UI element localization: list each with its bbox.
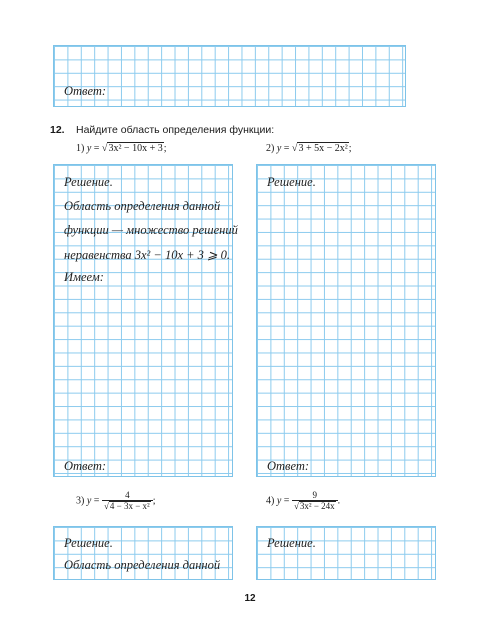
item-1-label: 1) bbox=[76, 143, 85, 154]
item-1-radicand: 3x² − 10x + 3 bbox=[108, 143, 163, 154]
item-4-formula: 4) y = $\frac{9}{\text{√3x² − 24x}}$ . bbox=[266, 490, 341, 512]
item-2-line-1: Решение. bbox=[267, 175, 316, 189]
item-1-line-3: функции — множество решений bbox=[64, 223, 238, 237]
item-4-lhs: y bbox=[276, 495, 282, 507]
item-2-answer-label: Ответ: bbox=[267, 459, 310, 473]
item-1-lhs: y bbox=[86, 143, 92, 154]
item-1-formula: 1) y = √3x² − 10x + 3; bbox=[76, 143, 167, 154]
item-2-label: 2) bbox=[266, 143, 275, 154]
task-number: 12. bbox=[50, 124, 65, 136]
item-1-answer-label: Ответ: bbox=[64, 459, 107, 473]
item-3-label: 3) bbox=[76, 495, 85, 507]
item-4-numerator: 9 bbox=[312, 490, 318, 500]
item-1-line-4: неравенства 3x² − 10x + 3 ⩾ 0. bbox=[64, 248, 231, 262]
item-4-tail: . bbox=[337, 495, 341, 507]
item-4-fraction bbox=[292, 490, 338, 512]
item-3-radicand: 4 − 3x − x² bbox=[109, 501, 150, 512]
item-3-lhs: y bbox=[86, 495, 92, 507]
item-2-lhs: y bbox=[276, 143, 282, 154]
item-1-tail: ; bbox=[163, 143, 167, 154]
item-3-tail: ; bbox=[152, 495, 156, 507]
item-1-line-2: Область определения данной bbox=[64, 199, 221, 213]
item-2-tail: ; bbox=[348, 143, 352, 154]
item-3-numerator: 4 bbox=[125, 490, 130, 500]
item-3-formula: 3) y = $\frac{4}{\text{√4 − 3x − x²}}$ ; bbox=[76, 490, 156, 512]
item-3-line-2: Область определения данной bbox=[64, 558, 221, 572]
item-4-radicand: 3x² − 24x bbox=[299, 501, 335, 512]
item-4-line-1: Решение. bbox=[267, 536, 316, 550]
solution-grid-2[interactable] bbox=[256, 164, 436, 477]
answer-label-top: Ответ: bbox=[64, 84, 107, 98]
item-4-label: 4) bbox=[266, 495, 275, 507]
solution-grid-4[interactable] bbox=[256, 526, 436, 580]
page-number: 12 bbox=[244, 593, 256, 604]
item-1-line-5: Имеем: bbox=[64, 270, 104, 284]
task-prompt: Найдите область определения функции: bbox=[76, 124, 275, 136]
item-1-line-1: Решение. bbox=[64, 175, 113, 189]
item-4-denominator: √3x² − 24x bbox=[292, 500, 338, 512]
item-2-radicand: 3 + 5x − 2x² bbox=[298, 143, 348, 154]
item-3-denominator: √4 − 3x − x² bbox=[102, 500, 153, 512]
item-3-line-1: Решение. bbox=[64, 536, 113, 550]
item-2-formula: 2) y = √3 + 5x − 2x²; bbox=[266, 143, 352, 154]
item-3-fraction bbox=[102, 490, 153, 512]
